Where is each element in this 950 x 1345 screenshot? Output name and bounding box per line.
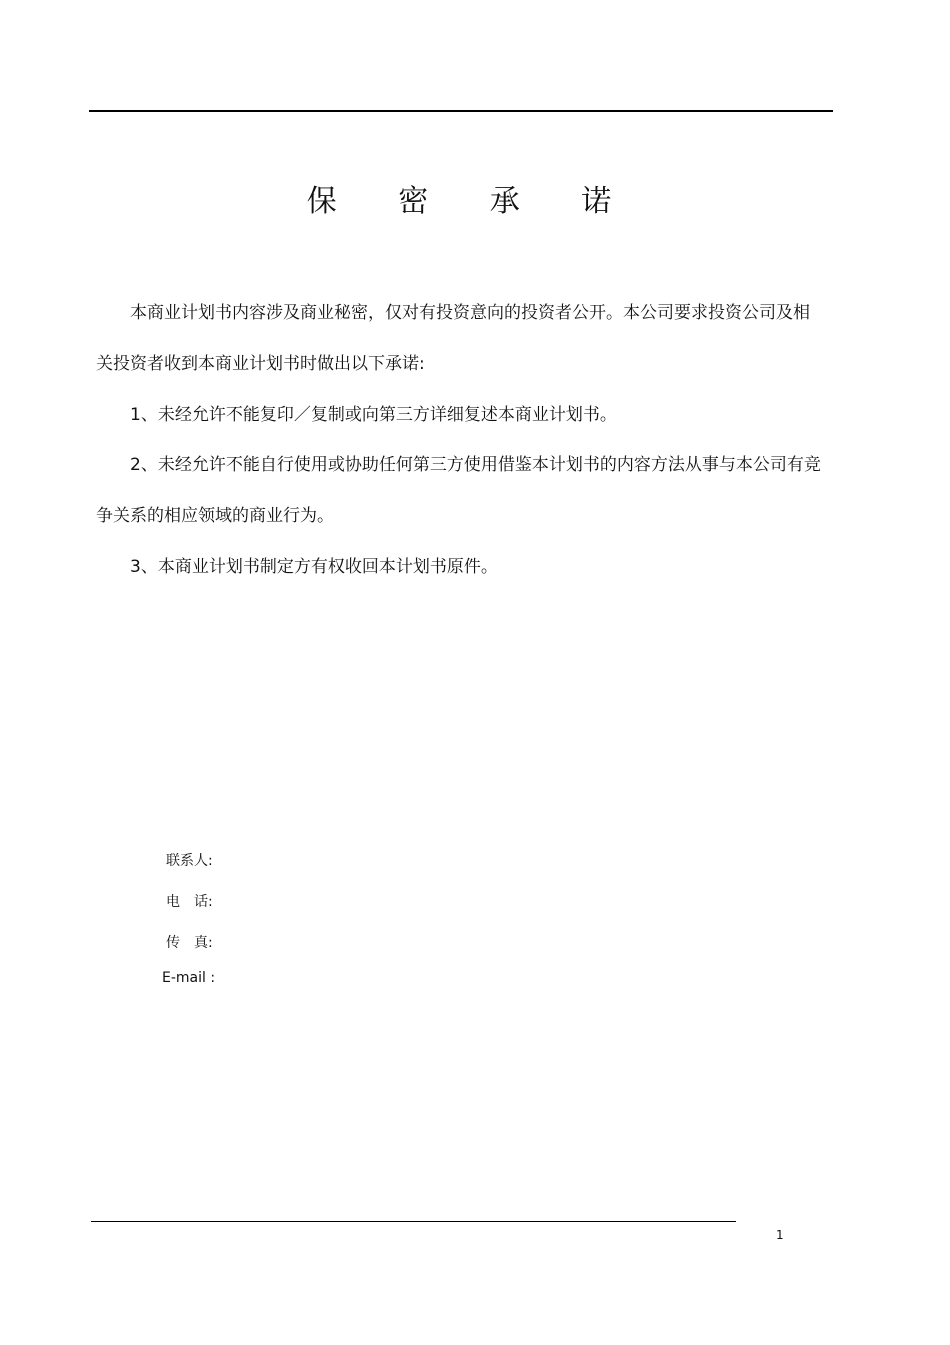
- header-rule: [89, 110, 833, 112]
- page-number: 1: [776, 1228, 784, 1242]
- document-title: 保 密 承 诺: [306, 184, 638, 219]
- commitment-item-3: 3、本商业计划书制定方有权收回本计划书原件。: [130, 557, 498, 577]
- contact-email-label: E-mail :: [162, 970, 216, 986]
- commitment-item-2: 2、未经允许不能自行使用或协助任何第三方使用借鉴本计划书的内容方法从事与本公司有竞争关系的相应领域的商业行为。: [96, 455, 821, 526]
- contact-person-label: 联系人:: [166, 853, 213, 869]
- footer-rule: [91, 1221, 736, 1222]
- intro-paragraph: 本商业计划书内容涉及商业秘密，仅对有投资意向的投资者公开。本公司要求投资公司及相关投资者收到本商业计划书时做出以下承诺:: [96, 303, 810, 374]
- commitment-item-1: 1、未经允许不能复印／复制或向第三方详细复述本商业计划书。: [130, 405, 617, 425]
- contact-fax-label: 传 真:: [166, 935, 213, 951]
- contact-phone-label: 电 话:: [166, 894, 213, 910]
